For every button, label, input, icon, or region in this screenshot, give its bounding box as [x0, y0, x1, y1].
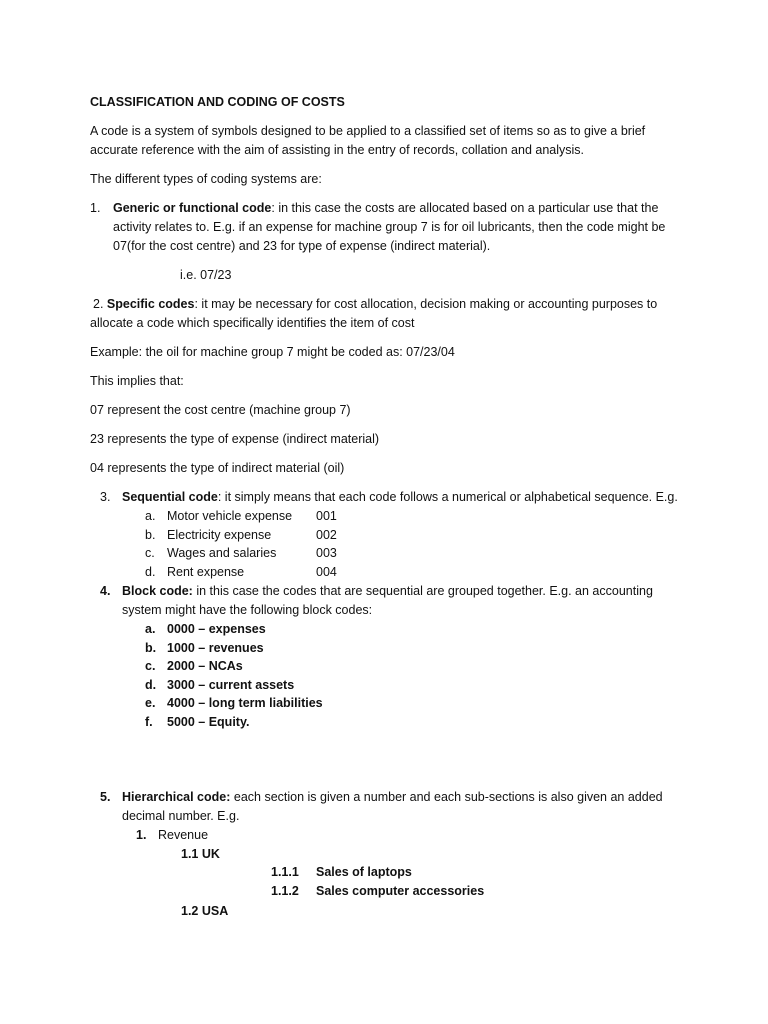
block-item-letter: d.	[145, 678, 157, 692]
hierarchical-uk: 1.1 UK	[181, 847, 220, 861]
block-item-letter: e.	[145, 696, 156, 710]
specific-point: 04 represents the type of indirect material (oil)	[90, 461, 345, 475]
block-item-letter: f.	[145, 715, 153, 729]
sequential-number: 3.	[100, 490, 111, 504]
types-intro: The different types of coding systems are:	[90, 172, 322, 186]
block-item-letter: a.	[145, 622, 156, 636]
hierarchical-sub-label: Sales computer accessories	[316, 884, 485, 898]
sequential-item-label: Wages and salaries	[167, 546, 277, 560]
sequential-line-1	[122, 488, 678, 507]
hierarchical-line-1	[122, 788, 663, 807]
specific-line-1	[93, 295, 657, 314]
block-item-text: 1000 – revenues	[167, 641, 264, 655]
sequential-item-label: Motor vehicle expense	[167, 509, 293, 523]
block-line-2: system might have the following block codes:	[122, 603, 373, 617]
specific-desc: : it may be necessary for cost allocation, decision making or accounting purposes to	[194, 297, 658, 311]
block-item-text: 0000 – expenses	[167, 622, 266, 636]
sequential-item-letter: b.	[145, 528, 156, 542]
sequential-item-letter: d.	[145, 565, 156, 579]
specific-point: 07 represent the cost centre (machine group 7)	[90, 403, 351, 417]
hierarchical-number: 5.	[100, 790, 111, 804]
sequential-item-code: 001	[316, 509, 337, 523]
specific-line-2: allocate a code which specifically identifies the item of cost	[90, 316, 415, 330]
generic-line-1	[113, 199, 658, 218]
hierarchical-term: Hierarchical code:	[122, 790, 231, 804]
block-item-letter: b.	[145, 641, 157, 655]
sequential-item-letter: a.	[145, 509, 156, 523]
hierarchical-desc: each section is given a number and each sub-sections is also given an added	[230, 790, 663, 804]
hierarchical-level1-label: Revenue	[158, 828, 209, 842]
generic-line-3: 07(for the cost centre) and 23 for type of expense (indirect material).	[113, 239, 491, 253]
specific-number: 2.	[93, 297, 104, 311]
hierarchical-sub-number: 1.1.2	[271, 884, 299, 898]
sequential-desc: : it simply means that each code follows a numerical or alphabetical sequence. E.g.	[217, 490, 678, 504]
sequential-item-label: Rent expense	[167, 565, 245, 579]
hierarchical-usa: 1.2 USA	[181, 904, 229, 918]
generic-number: 1.	[90, 201, 101, 215]
block-item-text: 3000 – current assets	[167, 678, 295, 692]
specific-term: Specific codes	[106, 297, 195, 311]
hierarchical-line-2: decimal number. E.g.	[122, 809, 240, 823]
generic-example: i.e. 07/23	[180, 268, 232, 282]
specific-example: Example: the oil for machine group 7 might be coded as: 07/23/04	[90, 345, 455, 359]
generic-term: Generic or functional code	[113, 201, 272, 215]
specific-point: 23 represents the type of expense (indirect material)	[90, 432, 380, 446]
hierarchical-sub-number: 1.1.1	[271, 865, 299, 879]
sequential-item-code: 002	[316, 528, 337, 542]
block-item-letter: c.	[145, 659, 156, 673]
sequential-term: Sequential code	[122, 490, 218, 504]
block-item-text: 5000 – Equity.	[167, 715, 250, 729]
specific-implies: This implies that:	[90, 374, 184, 388]
sequential-item-letter: c.	[145, 546, 155, 560]
intro-line-1: A code is a system of symbols designed to be applied to a classified set of items so as to give a brief	[90, 124, 646, 138]
block-item-text: 4000 – long term liabilities	[167, 696, 323, 710]
hierarchical-level1-number: 1.	[136, 828, 147, 842]
intro-line-2: accurate reference with the aim of assisting in the entry of records, collation and analysis.	[90, 143, 585, 157]
block-line-1	[122, 582, 653, 601]
generic-desc: : in this case the costs are allocated based on a particular use that the	[271, 201, 659, 215]
sequential-item-code: 003	[316, 546, 337, 560]
block-term: Block code:	[122, 584, 193, 598]
page-title: CLASSIFICATION AND CODING OF COSTS	[90, 95, 345, 109]
generic-line-2: activity relates to. E.g. if an expense for machine group 7 is for oil lubricants, then the code might be	[113, 220, 666, 234]
sequential-item-label: Electricity expense	[167, 528, 272, 542]
block-desc: in this case the codes that are sequential are grouped together. E.g. an accounting	[192, 584, 653, 598]
block-number: 4.	[100, 584, 111, 598]
block-item-text: 2000 – NCAs	[167, 659, 243, 673]
sequential-item-code: 004	[316, 565, 337, 579]
hierarchical-sub-label: Sales of laptops	[316, 865, 412, 879]
